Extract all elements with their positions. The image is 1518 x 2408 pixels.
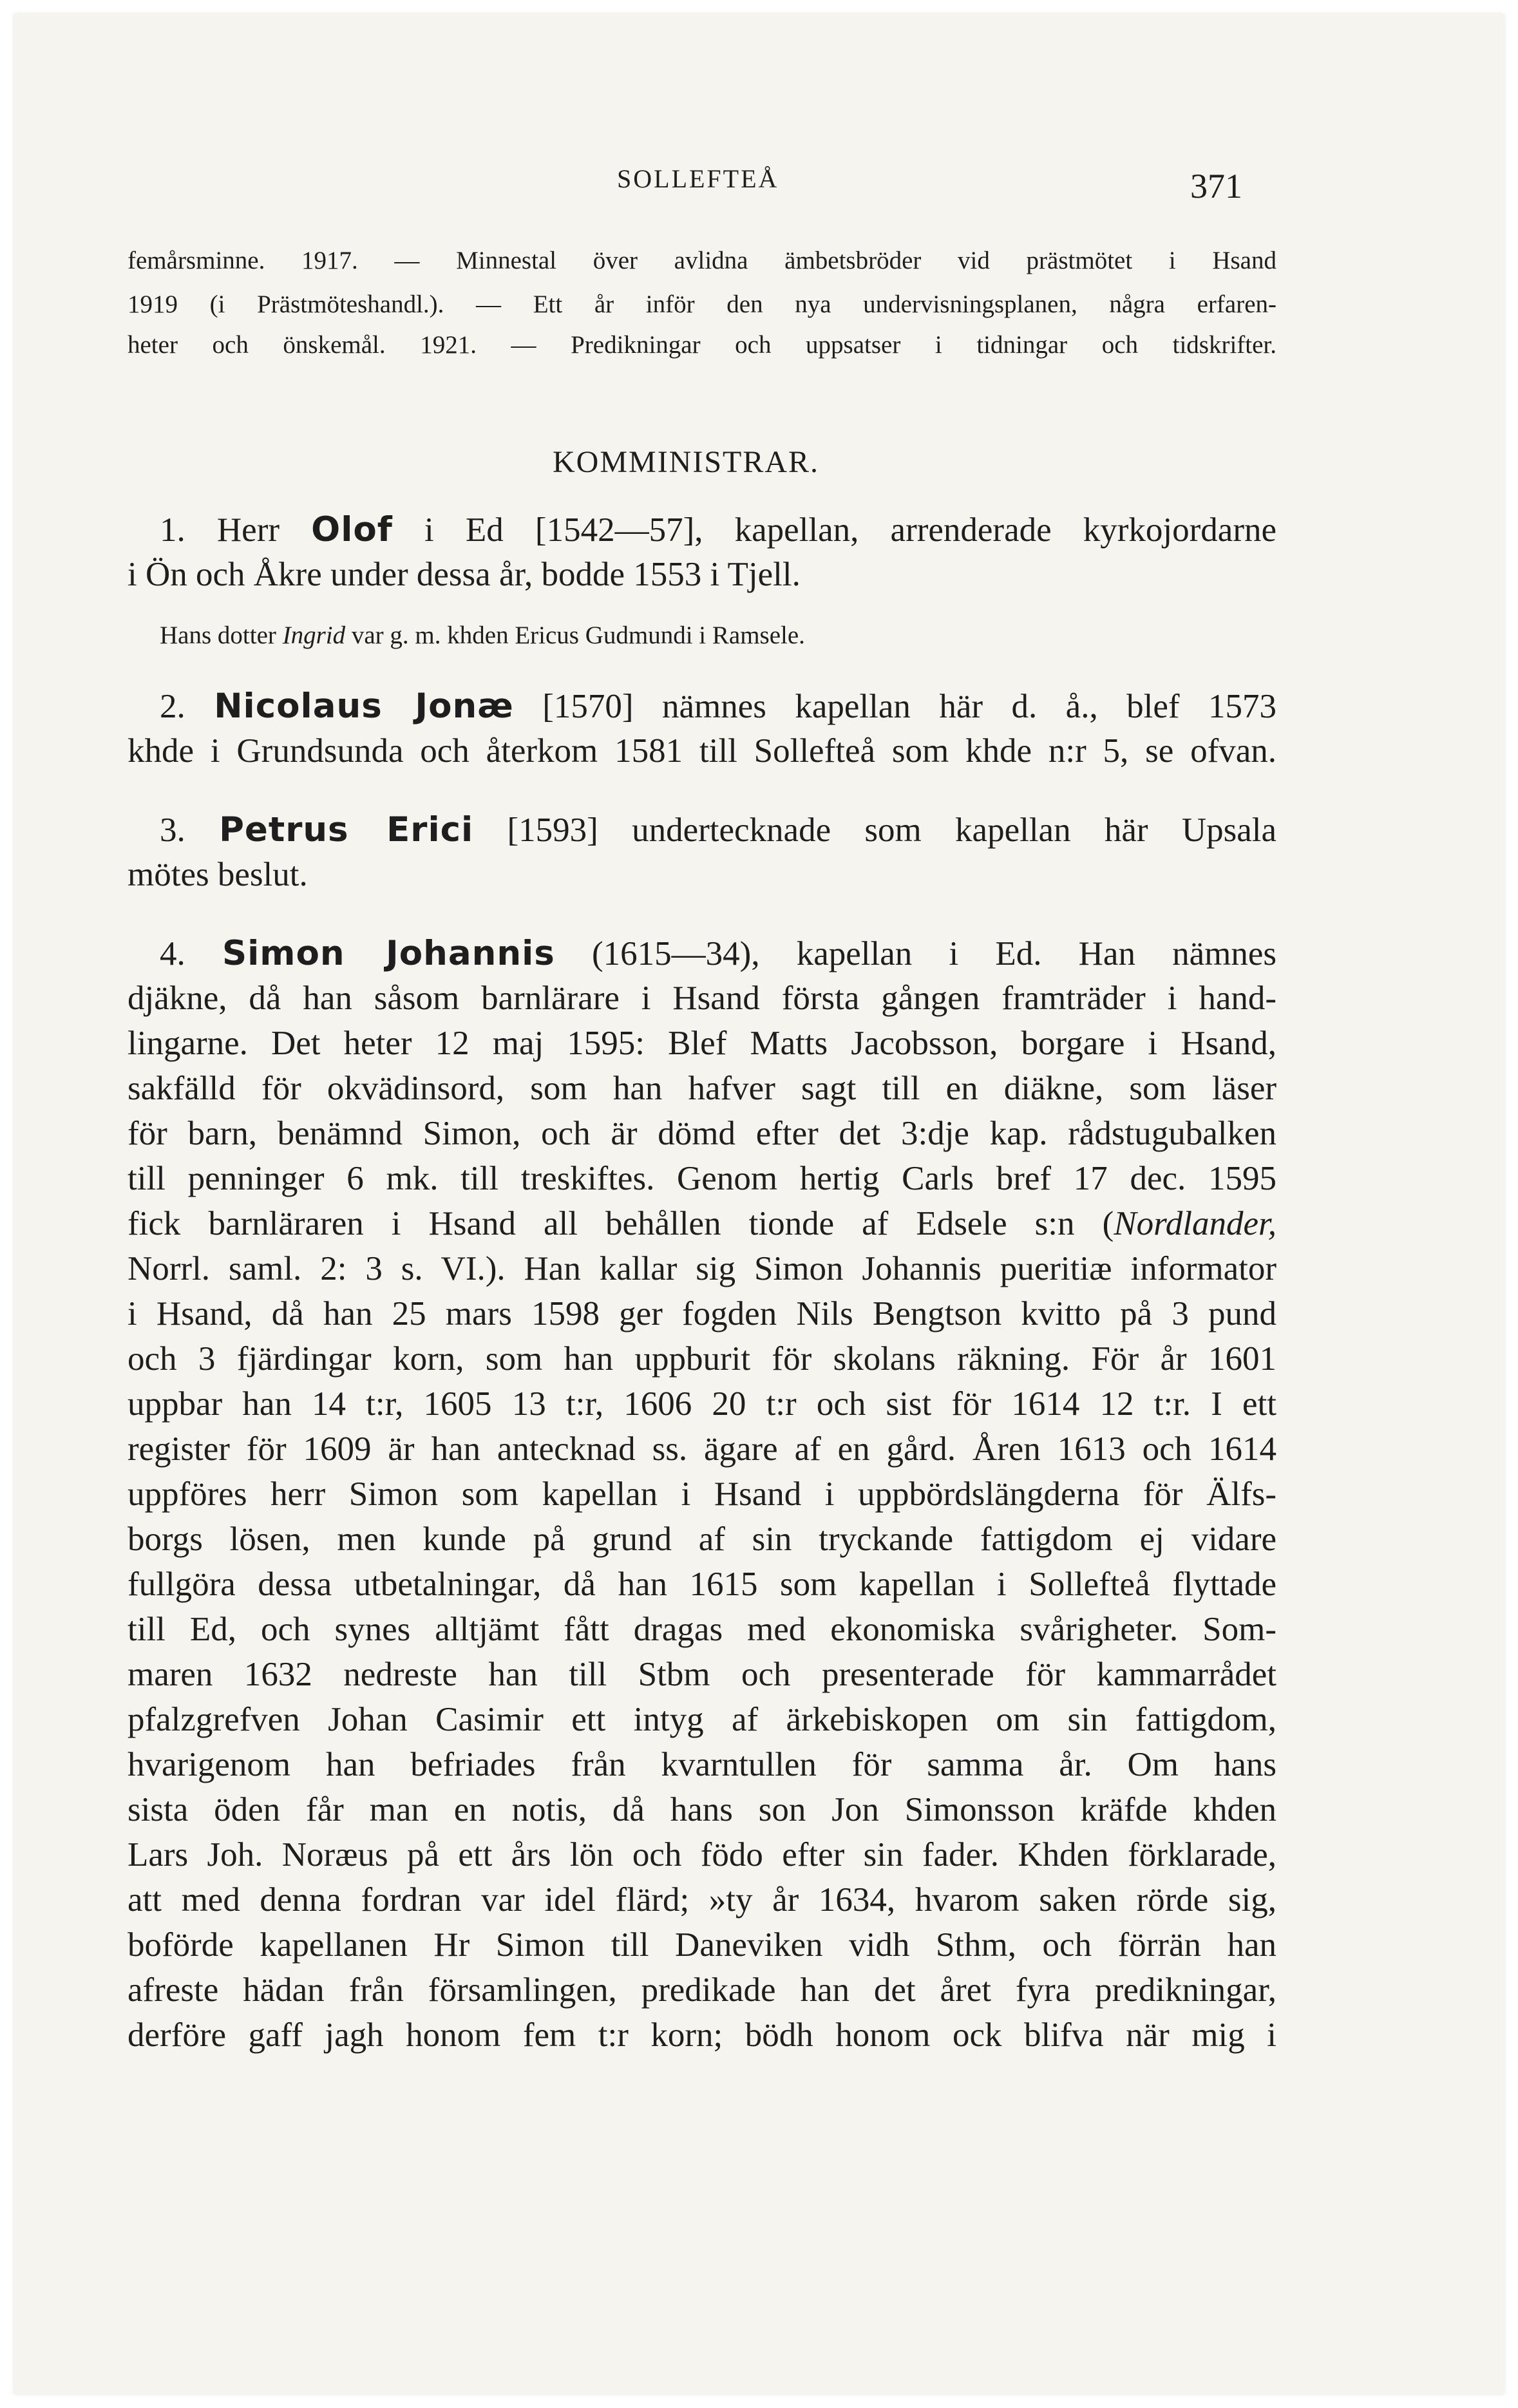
entry-4-line: boförde kapellanen Hr Simon till Daneviken vidh Sthm, och förrän han xyxy=(128,1926,1276,1964)
entry-4-line: Norrl. saml. 2: 3 s. VI.). Han kallar sig Simon Johannis pueritiæ informator xyxy=(128,1250,1276,1287)
entry-number: 2. xyxy=(160,688,185,725)
entry-1-line xyxy=(128,510,1276,549)
section-heading: KOMMINISTRAR. xyxy=(553,445,820,479)
intro-line: heter och önskemål. 1921. — Predikningar och uppsatser i tidningar och tidskrifter. xyxy=(128,331,1276,359)
person-name: Olof xyxy=(311,510,393,549)
entry-number: 3. xyxy=(160,811,185,849)
book-page xyxy=(14,14,1504,2394)
entry-text: fick barnläraren i Hsand all behållen tionde af Edsele s:n ( xyxy=(128,1205,1114,1242)
entry-number: 4. xyxy=(160,935,185,972)
person-name: Simon Johannis xyxy=(222,934,555,973)
entry-2-line xyxy=(128,687,1276,726)
intro-line: 1919 (i Prästmöteshandl.). — Ett år inför den nya undervisningsplanen, några erfaren- xyxy=(128,290,1276,318)
entry-1-note xyxy=(160,621,805,650)
entry-4-line: afreste hädan från församlingen, predikade han det året fyra predikningar, xyxy=(128,1971,1276,2009)
intro-line: femårsminne. 1917. — Minnestal över avlidna ämbetsbröder vid prästmötet i Hsand xyxy=(128,247,1276,274)
entry-text: [1570] nämnes kapellan här d. å., blef 1573 xyxy=(542,688,1276,725)
entry-4-line xyxy=(128,1204,1276,1243)
entry-4-line: uppföres herr Simon som kapellan i Hsand i uppbördslängderna för Älfs- xyxy=(128,1475,1276,1513)
entry-4-line: djäkne, då han såsom barnlärare i Hsand första gången framträder i hand- xyxy=(128,980,1276,1017)
note-text: Hans dotter xyxy=(160,621,276,649)
entry-4-line: borgs lösen, men kunde på grund af sin tryckande fattigdom ej vidare xyxy=(128,1521,1276,1558)
page-number: 371 xyxy=(1190,167,1242,205)
entry-number: 1. xyxy=(160,511,185,549)
entry-4-line: pfalzgrefven Johan Casimir ett intyg af ärkebiskopen om sin fattigdom, xyxy=(128,1701,1276,1738)
entry-4-line xyxy=(128,934,1276,973)
entry-text: [1593] undertecknade som kapellan här Upsala xyxy=(507,811,1277,849)
entry-2-line: khde i Grundsunda och återkom 1581 till Sollefteå som khde n:r 5, se ofvan. xyxy=(128,732,1276,770)
person-name: Nicolaus Jonæ xyxy=(214,687,514,726)
entry-3-line: mötes beslut. xyxy=(128,856,308,893)
entry-4-line: för barn, benämnd Simon, och är dömd efter det 3:dje kap. rådstugubalken xyxy=(128,1115,1276,1152)
entry-4-line: lingarne. Det heter 12 maj 1595: Blef Matts Jacobsson, borgare i Hsand, xyxy=(128,1025,1276,1062)
entry-4-line: register för 1609 är han antecknad ss. ägare af en gård. Åren 1613 och 1614 xyxy=(128,1430,1276,1468)
entry-4-line: till Ed, och synes alltjämt fått dragas med ekonomiska svårigheter. Som- xyxy=(128,1611,1276,1648)
person-name: Petrus Erici xyxy=(219,810,474,849)
entry-4-line: sista öden får man en notis, då hans son Jon Simonsson kräfde khden xyxy=(128,1791,1276,1828)
citation-author: Nordlander, xyxy=(1114,1205,1276,1242)
entry-4-line: hvarigenom han befriades från kvarntullen för samma år. Om hans xyxy=(128,1746,1276,1783)
entry-4-line: till penninger 6 mk. till treskiftes. Genom hertig Carls bref 17 dec. 1595 xyxy=(128,1160,1276,1197)
entry-text: i Ed [1542—57], kapellan, arrenderade kyrkojordarne xyxy=(424,511,1277,549)
entry-3-line xyxy=(128,810,1276,849)
entry-4-line: och 3 fjärdingar korn, som han uppburit för skolans räkning. För år 1601 xyxy=(128,1340,1276,1378)
running-title: SOLLEFTEÅ xyxy=(617,164,779,193)
entry-prefix: Herr xyxy=(216,511,280,549)
entry-4-line: sakfälld för okvädinsord, som han hafver sagt till en diäkne, som läser xyxy=(128,1070,1276,1107)
note-text: var g. m. khden Ericus Gudmundi i Ramsele. xyxy=(351,621,805,649)
entry-4-line: att med denna fordran var idel flärd; »ty år 1634, hvarom saken rörde sig, xyxy=(128,1881,1276,1919)
entry-4-line: maren 1632 nedreste han till Stbm och presenterade för kammarrådet xyxy=(128,1656,1276,1693)
entry-4-line: i Hsand, då han 25 mars 1598 ger fogden Nils Bengtson kvitto på 3 pund xyxy=(128,1295,1276,1332)
entry-4-line: Lars Joh. Noræus på ett års lön och födo efter sin fader. Khden förklarade, xyxy=(128,1836,1276,1873)
entry-4-line: uppbar han 14 t:r, 1605 13 t:r, 1606 20 t:r och sist för 1614 12 t:r. I ett xyxy=(128,1385,1276,1423)
entry-4-line: fullgöra dessa utbetalningar, då han 1615 som kapellan i Sollefteå flyttade xyxy=(128,1566,1276,1603)
entry-4-line: derföre gaff jagh honom fem t:r korn; bödh honom ock blifva när mig i xyxy=(128,2016,1276,2054)
note-name: Ingrid xyxy=(282,621,346,649)
entry-1-line: i Ön och Åkre under dessa år, bodde 1553 i Tjell. xyxy=(128,556,801,593)
entry-text: (1615—34), kapellan i Ed. Han nämnes xyxy=(592,935,1277,972)
